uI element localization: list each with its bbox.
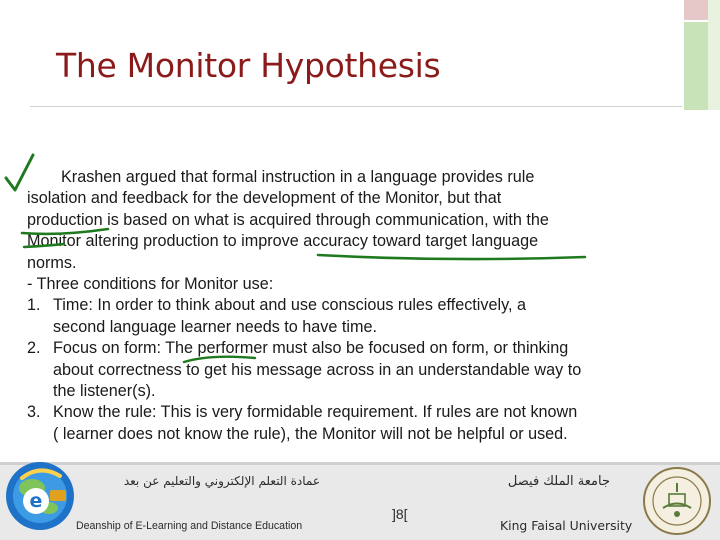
- svg-text:e: e: [29, 490, 43, 512]
- condition-item-time: [27, 295, 667, 338]
- accent-block-pink: [684, 0, 708, 20]
- condition-line: about correctness to get his message across in an understandable way to: [53, 360, 582, 379]
- condition-line: Know the rule: This is very formidable requirement. If rules are not known: [53, 403, 578, 422]
- intro-line: Monitor altering production to improve accuracy toward target language: [27, 232, 539, 251]
- condition-line: the listener(s).: [53, 382, 156, 401]
- intro-line: isolation and feedback for the development of the Monitor, but that: [27, 189, 502, 208]
- deanship-english-name: Deanship of E-Learning and Distance Education: [76, 520, 303, 532]
- list-number: 1.: [27, 296, 41, 315]
- university-seal-icon: [642, 466, 712, 536]
- accent-bar-light-green: [708, 0, 720, 110]
- intro-paragraph: [27, 167, 667, 274]
- deanship-arabic-name: عمادة التعلم الإلكتروني والتعليم عن بعد: [123, 474, 320, 488]
- intro-line: Krashen argued that formal instruction in a language provides rule: [61, 168, 535, 186]
- slide-body: [27, 167, 667, 445]
- list-number: 2.: [27, 339, 41, 358]
- title-divider: [30, 106, 682, 107]
- condition-item-rule: [27, 402, 667, 445]
- list-number: 3.: [27, 403, 41, 422]
- condition-line: ( learner does not know the rule), the Monitor will not be helpful or used.: [53, 424, 568, 443]
- university-arabic-name: جامعة الملك فيصل: [507, 474, 610, 489]
- footer-stripe: [0, 462, 720, 465]
- condition-line: Focus on form: The performer must also be focused on form, or thinking: [53, 339, 569, 358]
- condition-line: Time: In order to think about and use conscious rules effectively, a: [53, 296, 526, 315]
- slide-title: The Monitor Hypothesis: [56, 46, 441, 85]
- university-english-name: King Faisal University: [500, 518, 633, 533]
- intro-line: production is based on what is acquired through communication, with the: [27, 210, 549, 229]
- intro-line: norms.: [27, 253, 77, 272]
- accent-bar-green: [684, 22, 708, 110]
- condition-item-focus: [27, 338, 667, 402]
- e-learning-globe-logo-icon: [2, 454, 78, 538]
- page-number: ]8[: [392, 506, 408, 522]
- condition-line: second language learner needs to have time.: [53, 317, 377, 336]
- conditions-heading: - Three conditions for Monitor use:: [27, 275, 274, 294]
